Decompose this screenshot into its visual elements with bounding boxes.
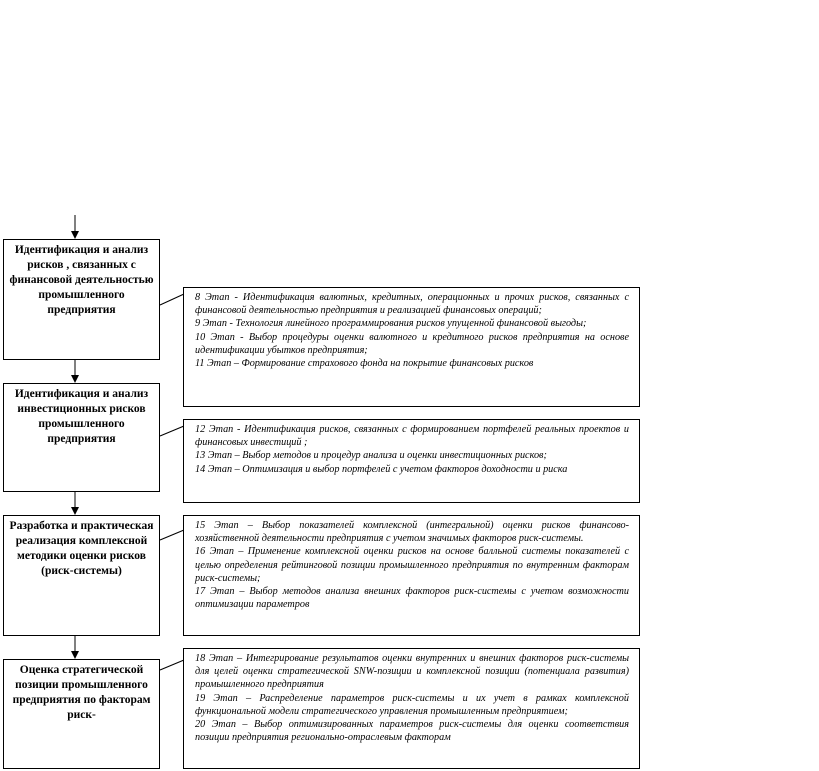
desc-line: 11 Этап – Формирование страхового фонда на покрытие финансовых рисков: [195, 358, 534, 370]
link-stage-3-desc: [160, 530, 184, 540]
desc-line: 10 Этап - Выбор процедуры оценки валютного и кредитного рисков предприятия на основе идентификации убытков предприятия;: [195, 331, 629, 356]
desc-line: 20 Этап – Выбор оптимизированных параметров риск-системы для оценки соответствия позиции предприятия регионально-отраслевым факторам: [195, 719, 629, 744]
stage-box-3: [3, 515, 160, 636]
desc-line: 15 Этап – Выбор показателей комплексной (интегральной) оценки рисков финансово-хозяйственной деятельности предприятия с учетом значимых факторов риск-системы.: [195, 520, 629, 545]
desc-line: 17 Этап – Выбор методов анализа внешних факторов риск-системы с учетом возможности оптимизации параметров: [195, 586, 629, 611]
desc-line: 16 Этап – Применение комплексной оценки рисков на основе балльной системы показателей с целью определения рейтинговой позиции промышленного предприятия по внутренним факторам риск-системы;: [195, 546, 629, 584]
desc-line: 12 Этап - Идентификация рисков, связанных с формированием портфелей реальных проектов и финансовых инвестиций ;: [195, 424, 629, 449]
stage-box-2: [3, 383, 160, 492]
desc-box-stages-15-17: [183, 515, 640, 636]
link-stage-2-desc: [160, 426, 184, 436]
stage-title: Идентификация и анализ инвестиционных рисков промышленного предприятия: [14, 388, 149, 445]
link-stage-1-desc: [160, 294, 184, 305]
stage-box-1: [3, 239, 160, 360]
link-stage-4-desc: [160, 660, 184, 670]
stage-title: Оценка стратегической позиции промышленного предприятия по факторам риск-: [12, 664, 151, 721]
stage-box-4: [3, 659, 160, 769]
desc-line: 18 Этап – Интегрирование результатов оценки внутренних и внешних факторов риск-системы для целей оценки стратегической SNW-позиции и комплексной позиции (потенциала развития) промышленного предприятия: [195, 653, 629, 691]
desc-line: 9 Этап - Технология линейного программирования рисков упущенной финансовой выгоды;: [195, 318, 587, 330]
desc-line: 13 Этап – Выбор методов и процедур анализа и оценки инвестиционных рисков;: [195, 450, 547, 462]
desc-box-stages-12-14: [183, 419, 640, 503]
stage-title: Идентификация и анализ рисков , связанных с финансовой деятельностью промышленного предприятия: [9, 244, 154, 316]
desc-box-stages-8-11: [183, 287, 640, 407]
desc-line: 14 Этап – Оптимизация и выбор портфелей с учетом факторов доходности и риска: [195, 463, 568, 475]
desc-line: 8 Этап - Идентификация валютных, кредитных, операционных и прочих рисков, связанных с финансовой деятельностью предприятия и реализацией финансовых операций;: [195, 292, 629, 317]
stage-title: Разработка и практическая реализация комплексной методики оценки рисков (риск-системы): [9, 520, 154, 577]
desc-line: 19 Этап – Распределение параметров риск-системы и их учет в рамках комплексной функциональной модели стратегического управления промышленным предприятием;: [195, 692, 629, 717]
desc-box-stages-18-20: [183, 648, 640, 769]
